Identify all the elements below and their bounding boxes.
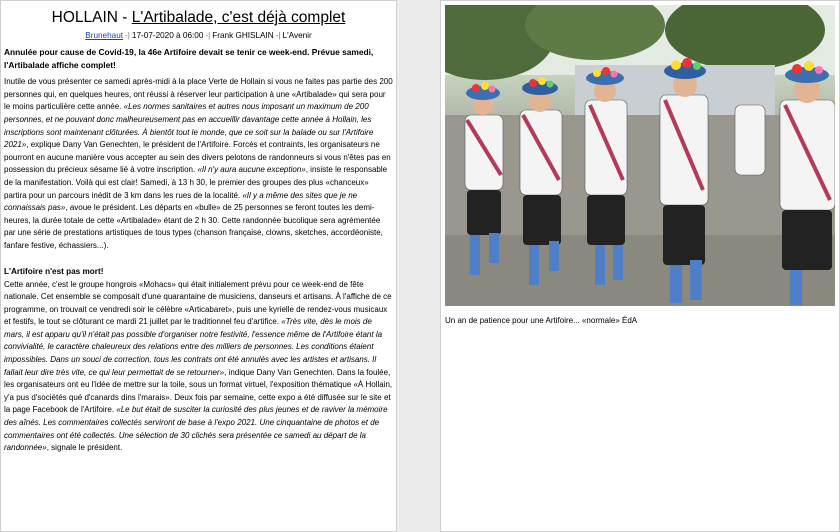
p1-quote-3: «Il y a même des sites que je ne connaissais pas»: [4, 190, 358, 213]
article-title: [4, 9, 393, 27]
p2-text-c: , signale le président.: [46, 443, 123, 453]
paragraph-2: [4, 279, 393, 455]
p2-quote-2: «Le but était de susciter la curiosité des plus jeunes et de raviver la mémoire des aînés. Les commentaires collectés serviront de base à l'expo 2021. Une cinquantaine de photos et de commentaires ont été collectés. Une sélection de 30 clichés sera présentée ce samedi au départ de la randonnée»: [4, 405, 388, 453]
p2-quote-1: «Très vite, dès le mois de mars, il est apparu qu'il n'était pas possible d'organiser notre festivité, l'essence même de l'Artifoire étant la convivialité, le caractère chaleureux des relations entre des milliers de personnes. Les conditions étaient impossibles. Dans un souci de correction, tous les contrats ont été annulés avec les artistes et artisans. Il fallait leur dire très vite, ce qui leur permettait de se retourner»: [4, 317, 383, 377]
article-lead: Annulée pour cause de Covid-19, la 46e Artifoire devait se tenir ce week-end. Prévue samedi, l'Artibalade affiche complet!: [4, 47, 374, 70]
byline-source: L'Avenir: [282, 31, 312, 40]
byline-date: 17-07-2020 à 06:00: [131, 31, 204, 40]
p1-text-a: Inutile de vous présenter ce samedi après-midi à la place Verte de Hollain si vous ne faites pas partie des 200 personnes qui, en quelques heures, ont réussi à réserver leur participation à une «Artibalade» qui sera pour le moins particulière cette année.: [4, 77, 393, 112]
p1-quote-2: «Il n'y aura aucune exception»: [197, 165, 306, 175]
p1-quote-1: «Les normes sanitaires et autres nous imposant un maximum de 200 personnes, et ne pouvant donc malheureusement pas en accueillir davantage cette année à Hollain, les inscriptions sont maintenant clôturées. À bientôt tout le monde, que ce soit sur la balade ou sur l'Artifoire 2021»: [4, 102, 374, 150]
article-photo: [445, 5, 835, 306]
byline-journalist: Frank GHISLAIN: [212, 31, 274, 40]
title-prefix: HOLLAIN -: [51, 9, 132, 26]
title-main: L'Artibalade, c'est déjà complet: [131, 9, 346, 26]
byline: Brunehaut -| 17-07-2020 à 06:00 -| Frank GHISLAIN -| L'Avenir: [85, 31, 312, 40]
p2-text-b: , indique Dany Van Genechten. Dans la foulée, les organisateurs ont eu l'idée de mettre sur la toile, sous un format virtuel, l'exposition thématique «À Hollain, y'a pus d'sociétés qué d'canards dins l'marais». Deux fois par semaine, cette expo a été diffusée sur le site et la page Facebook de l'Artifoire.: [4, 367, 393, 415]
article-page: [0, 0, 397, 532]
photo-caption: Un an de patience pour une Artifoire... «normale» ÉdA: [445, 316, 638, 325]
section-heading: L'Artifoire n'est pas mort!: [4, 266, 104, 276]
p1-text-c: , insiste le responsable de la manifestation. Voilà qui est clair! Samedi, à 13 h 30, le premier des groupes des plus «chanceux» partira pour un parcours inédit de 3 km dans les rues de la localité.: [4, 165, 388, 200]
byline-location-link[interactable]: Brunehaut: [85, 31, 124, 40]
p2-text-a: Cette année, c'est le groupe hongrois «Mohacs» qui était initialement prévu pour ce week-end de fête nationale. Cet ensemble se composait d'une quarantaine de musiciens, danseurs et artisans. À l'affiche de ce programme, on trouvait ce vendredi soir le célèbre «Articabaret», puis une kyrielle de rendez-vous musicaux et festifs, le tout se clôturant ce mardi 21 juillet par le traditionnel feu d'artifice.: [4, 279, 392, 327]
paragraph-1: [4, 76, 393, 252]
photo-page: [440, 0, 840, 532]
p1-text-d: , avoue le président. Les départs en «bulle» de 25 personnes se feront toutes les demi-heures, la durée totale de cette «Artibalade» étant de 2 h 30. Cette randonnée bucolique sera agrémentée par une série de prestations artistiques de tous types (chanson française, clowns, sketches, accordéoniste, fanfare festive, échassiers...).: [4, 203, 383, 250]
p1-text-b: , explique Dany Van Genechten, le président de l'Artifoire. Forcés et contraints, les organisateurs ne pourront en aucune manière vous accepter au sein des divers pelotons de randonneurs si vous n'êtes pas en possession du précieux sésame lié à votre inscription.: [4, 140, 391, 175]
dancers-illustration: [445, 5, 835, 306]
